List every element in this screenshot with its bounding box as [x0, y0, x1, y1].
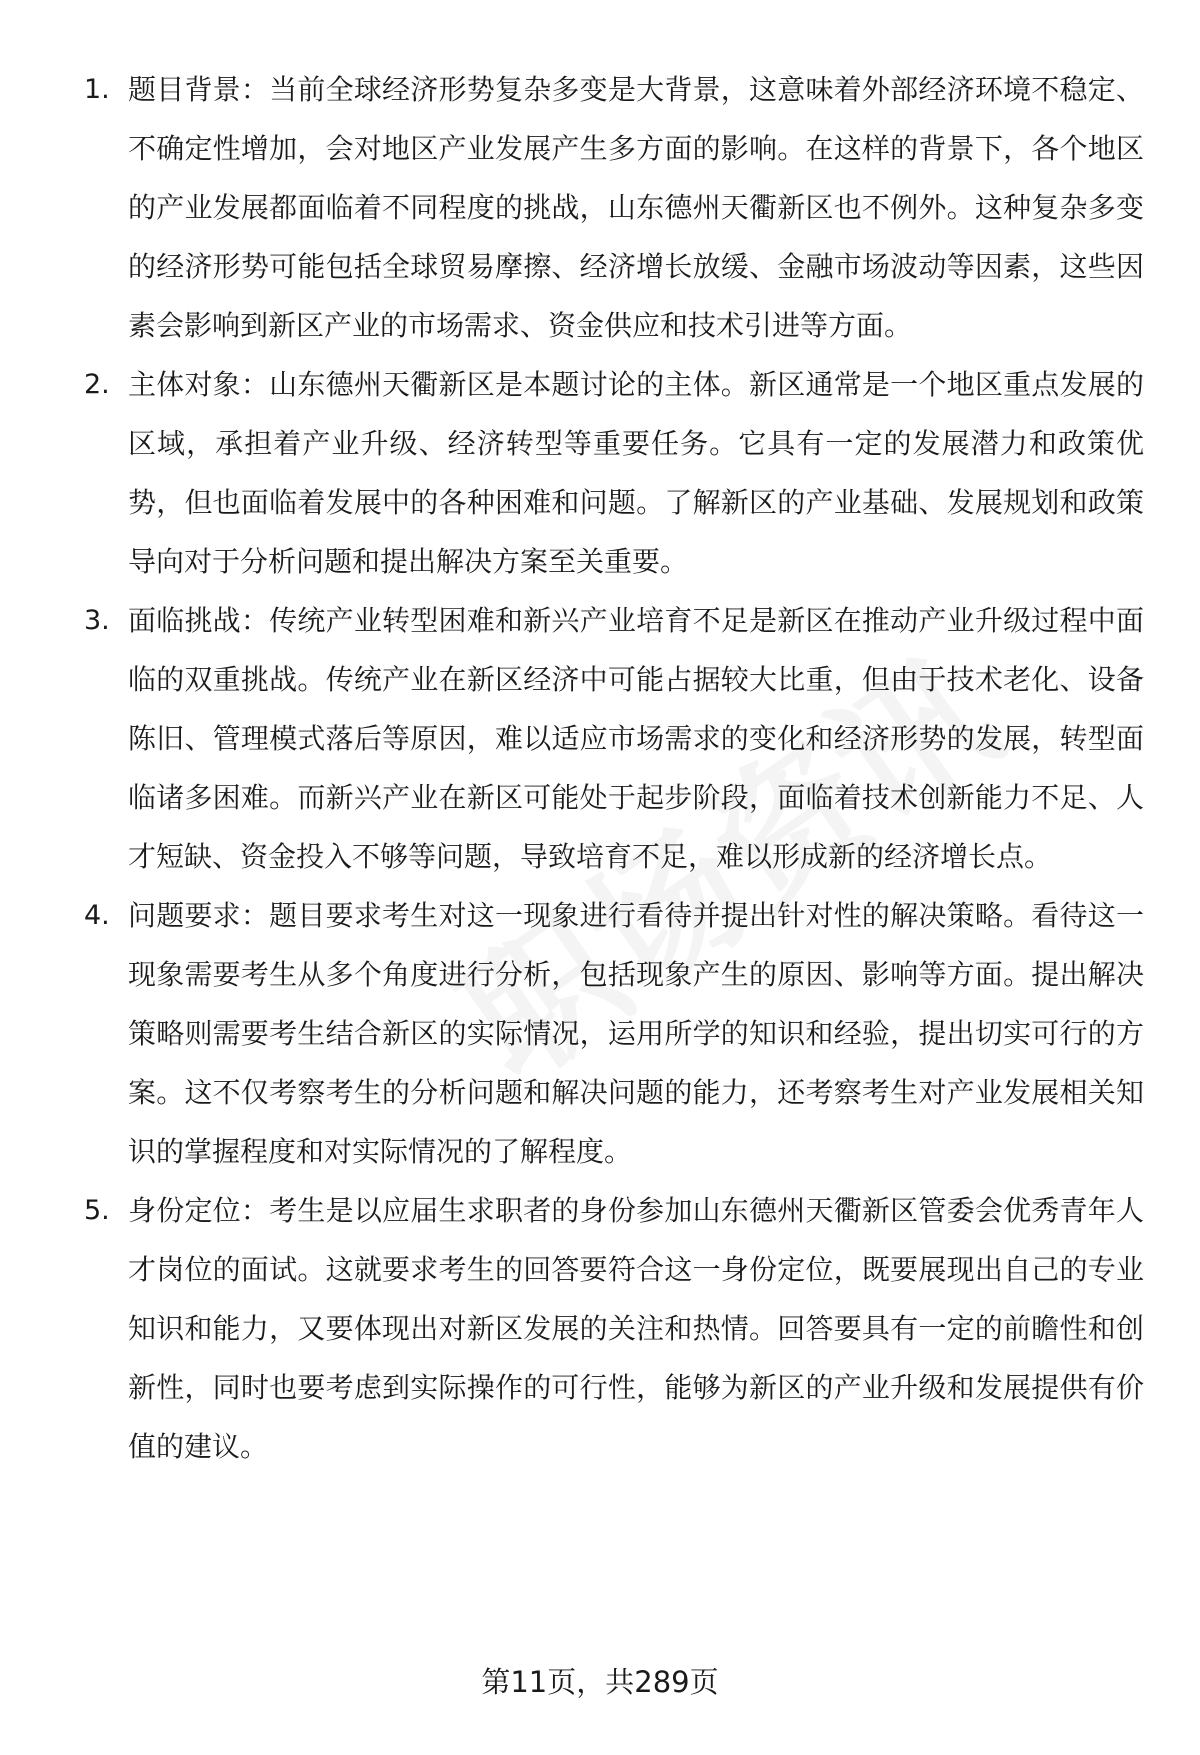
page-number-footer: 第11页，共289页 — [481, 1665, 719, 1699]
list-item-number: 4. — [84, 900, 110, 931]
list-item-4 — [84, 886, 1144, 1181]
list-item-number: 3. — [84, 605, 110, 636]
list-item-text: 面临挑战：传统产业转型困难和新兴产业培育不足是新区在推动产业升级过程中面临的双重挑战。传统产业在新区经济中可能占据较大比重，但由于技术老化、设备陈旧、管理模式落后等原因，难以适应市场需求的变化和经济形势的发展，转型面临诸多困难。而新兴产业在新区可能处于起步阶段，面临着技术创新能力不足、人才短缺、资金投入不够等问题，导致培育不足，难以形成新的经济增长点。 — [128, 604, 1144, 873]
list-item-number: 2. — [84, 369, 110, 400]
list-item-number: 5. — [84, 1195, 110, 1226]
list-item-text: 题目背景：当前全球经济形势复杂多变是大背景，这意味着外部经济环境不稳定、不确定性增加，会对地区产业发展产生多方面的影响。在这样的背景下，各个地区的产业发展都面临着不同程度的挑战，山东德州天衢新区也不例外。这种复杂多变的经济形势可能包括全球贸易摩擦、经济增长放缓、金融市场波动等因素，这些因素会影响到新区产业的市场需求、资金供应和技术引进等方面。 — [128, 73, 1144, 342]
list-item-text: 主体对象：山东德州天衢新区是本题讨论的主体。新区通常是一个地区重点发展的区域，承担着产业升级、经济转型等重要任务。它具有一定的发展潜力和政策优势，但也面临着发展中的各种困难和问题。了解新区的产业基础、发展规划和政策导向对于分析问题和提出解决方案至关重要。 — [128, 368, 1144, 578]
list-item-5 — [84, 1181, 1144, 1476]
list-item-3 — [84, 591, 1144, 886]
list-item-number: 1. — [84, 74, 110, 105]
list-item-text: 身份定位：考生是以应届生求职者的身份参加山东德州天衢新区管委会优秀青年人才岗位的面试。这就要求考生的回答要符合这一身份定位，既要展现出自己的专业知识和能力，又要体现出对新区发展的关注和热情。回答要具有一定的前瞻性和创新性，同时也要考虑到实际操作的可行性，能够为新区的产业升级和发展提供有价值的建议。 — [128, 1194, 1144, 1463]
numbered-list — [84, 60, 1144, 1476]
list-item-2 — [84, 355, 1144, 591]
list-item-1 — [84, 60, 1144, 355]
list-item-text: 问题要求：题目要求考生对这一现象进行看待并提出针对性的解决策略。看待这一现象需要考生从多个角度进行分析，包括现象产生的原因、影响等方面。提出解决策略则需要考生结合新区的实际情况，运用所学的知识和经验，提出切实可行的方案。这不仅考察考生的分析问题和解决问题的能力，还考察考生对产业发展相关知识的掌握程度和对实际情况的了解程度。 — [128, 899, 1144, 1168]
